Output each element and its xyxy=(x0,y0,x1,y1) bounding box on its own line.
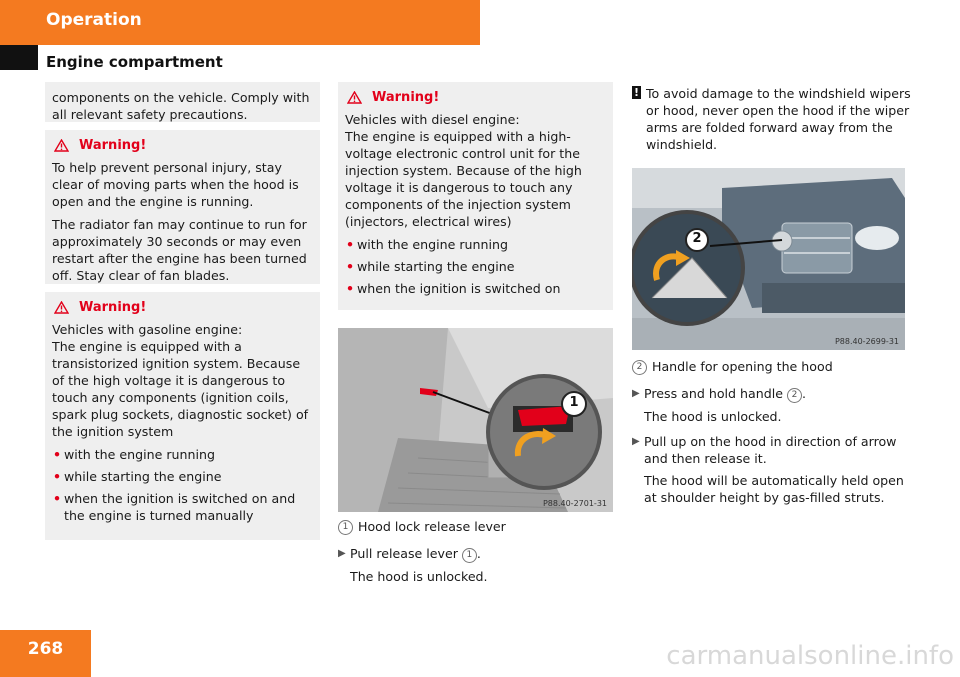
page-number: 268 xyxy=(27,639,64,659)
bullet-text: when the ignition is switched on and the engine is turned manually xyxy=(64,491,296,523)
warning-triangle-icon xyxy=(54,301,69,314)
exclamation-icon: ! xyxy=(633,86,640,99)
caption xyxy=(338,518,613,535)
bullet-text: with the engine running xyxy=(64,447,215,462)
warning-heading xyxy=(52,299,313,316)
bullet-item: • while starting the engine xyxy=(53,469,222,484)
warning-box-diesel xyxy=(338,82,613,310)
bullet-text: while starting the engine xyxy=(64,469,222,484)
warning-triangle-icon xyxy=(54,139,69,152)
step-text: Press and hold handle xyxy=(644,386,787,401)
warning-heading xyxy=(345,89,606,106)
caption-text: Hood lock release lever xyxy=(358,519,506,534)
bullet-item: • when the ignition is switched on xyxy=(346,281,561,296)
step-text: Pull up on the hood in direction of arrow and then release it. xyxy=(644,434,897,466)
callout-number-icon: 2 xyxy=(632,360,647,375)
hood-release-lever-photo xyxy=(338,328,613,512)
warning-triangle-icon xyxy=(347,91,362,104)
arrow-right-icon: ▶ xyxy=(632,436,640,447)
caption xyxy=(632,358,912,375)
step-result: The hood is unlocked. xyxy=(644,409,782,424)
step-text: Pull release lever xyxy=(350,546,462,561)
warning-box-gasoline xyxy=(45,292,320,540)
vehicle-front-illustration xyxy=(632,168,905,350)
caption-text: Handle for opening the hood xyxy=(652,359,833,374)
image-code: P88.40-2699-31 xyxy=(834,337,899,346)
step xyxy=(632,433,912,467)
intro-text: components on the vehicle. Comply with all relevant safety precautions. xyxy=(52,90,310,122)
bullet-item: • when the ignition is switched on and the engine is turned manually xyxy=(53,491,296,523)
arrow-right-icon: ▶ xyxy=(338,548,346,559)
bullet-text: while starting the engine xyxy=(357,259,515,274)
callout-number: 2 xyxy=(692,231,702,246)
warning-text: To help prevent personal injury, stay clear of moving parts when the hood is open and the engine is running. xyxy=(52,160,299,209)
note xyxy=(632,85,912,153)
step-text: . xyxy=(801,386,806,401)
subsection-title: Engine compartment xyxy=(46,53,223,71)
step xyxy=(632,385,912,403)
col3-instructions xyxy=(632,358,912,511)
callout-number-icon: 1 xyxy=(338,520,353,535)
warning-box-fan xyxy=(45,130,320,284)
warning-text: The engine is equipped with a transistorized ignition system. Because of the high voltage it is dangerous to touch any components (ignition coils, spark plug sockets, diagnostic socket) of the ignition system xyxy=(52,339,309,439)
page-number-tab xyxy=(0,630,91,677)
bullet-text: when the ignition is switched on xyxy=(357,281,561,296)
warning-text: The engine is equipped with a high-voltage electronic control unit for the injection system. Because of the high voltage it is dangerous to touch any components of the injection system (injectors, electrical wires) xyxy=(345,129,582,229)
watermark: carmanualsonline.info xyxy=(666,641,954,671)
step-text: . xyxy=(476,546,481,561)
bullet-text: with the engine running xyxy=(357,237,508,252)
step xyxy=(338,545,613,563)
warning-text: Vehicles with gasoline engine: xyxy=(52,322,243,337)
step-result: The hood is unlocked. xyxy=(350,569,488,584)
callout-number: 1 xyxy=(569,395,579,410)
warning-heading xyxy=(52,137,313,154)
warning-title: Warning! xyxy=(79,138,147,153)
warning-text: Vehicles with diesel engine: xyxy=(345,112,520,127)
note-text: To avoid damage to the windshield wipers or hood, never open the hood if the wiper arms are folded forward away from the windshield. xyxy=(646,86,911,152)
warning-text: The radiator fan may continue to run for approximately 30 seconds or may even restart after the engine has been turned off. Stay clear of fan blades. xyxy=(52,217,307,283)
callout-number-icon: 1 xyxy=(462,548,477,563)
damage-note xyxy=(632,85,912,158)
bullet-item: • while starting the engine xyxy=(346,259,515,274)
intro-box xyxy=(45,82,320,122)
warning-title: Warning! xyxy=(372,90,440,105)
callout-number-icon: 2 xyxy=(787,388,802,403)
col2-instructions xyxy=(338,518,613,590)
footwell-illustration xyxy=(338,328,613,512)
arrow-right-icon: ▶ xyxy=(632,388,640,399)
section-title: Operation xyxy=(46,10,142,30)
warning-title: Warning! xyxy=(79,300,147,315)
step-result: The hood will be automatically held open at shoulder height by gas-filled struts. xyxy=(644,473,904,505)
hood-handle-photo xyxy=(632,168,905,350)
bullet-item: • with the engine running xyxy=(53,447,215,462)
bullet-item: • with the engine running xyxy=(346,237,508,252)
image-code: P88.40-2701-31 xyxy=(542,499,607,508)
header-marker xyxy=(0,45,38,70)
